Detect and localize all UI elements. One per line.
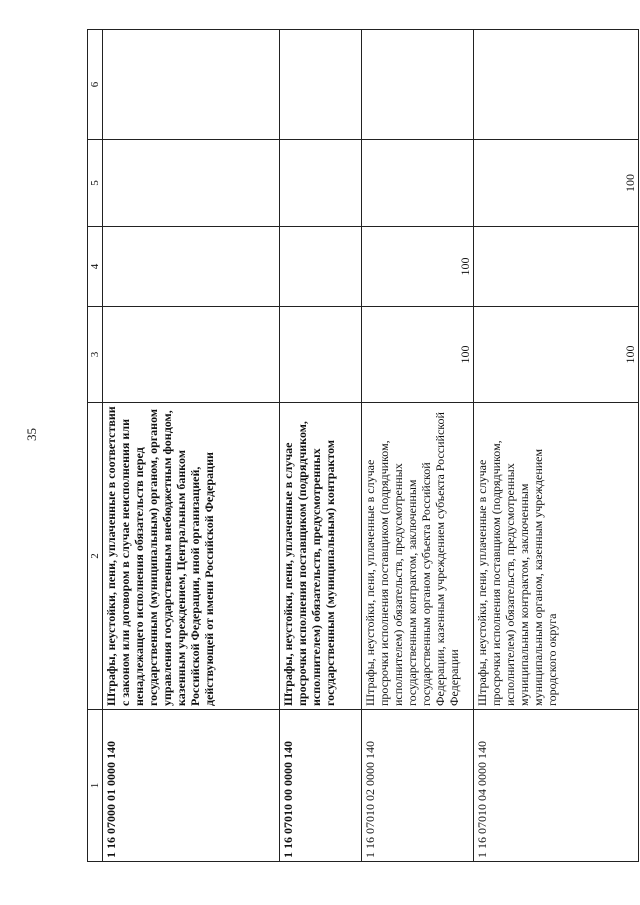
- revenue-table: [87, 29, 639, 862]
- row-name: Штрафы, неустойки, пени, уплаченные в случае просрочки исполнения поставщиком (подрядчиком, исполнителем) обязательств, предусмотренных государственным контрактом, заключенным государственным органом субъекта Российской Федерации, казенным учреждением субъекта Российской Федерации: [362, 403, 474, 710]
- table-row: [362, 30, 474, 862]
- header-row: [88, 30, 103, 862]
- column-header: 2: [88, 403, 103, 710]
- rotated-table-wrapper: [87, 30, 639, 862]
- row-value-col5: 100: [474, 140, 639, 227]
- row-value-col4: [280, 227, 362, 307]
- row-value-col3: [103, 307, 280, 403]
- row-name: Штрафы, неустойки, пени, уплаченные в случае просрочки исполнения поставщиком (подрядчиком, исполнителем) обязательств, предусмотренных государственным (муниципальным) контрактом: [280, 403, 362, 710]
- page-number: 35: [24, 428, 39, 441]
- row-value-col4: 100: [362, 227, 474, 307]
- row-value-col3: 100: [474, 307, 639, 403]
- table-row: [280, 30, 362, 862]
- column-header: 3: [88, 307, 103, 403]
- row-name: Штрафы, неустойки, пени, уплаченные в случае просрочки исполнения поставщиком (подрядчиком, исполнителем) обязательств, предусмотренных муниципальным контрактом, заключенным муниципальным органом, казенным учреждением городского округа: [474, 403, 639, 710]
- column-header: 4: [88, 227, 103, 307]
- row-name: Штрафы, неустойки, пени, уплаченные в соответствии с законом или договором в случае неисполнения или ненадлежащего исполнения обязательств перед государственным (муниципальным) органом, органом управления государственным внебюджетным фондом, казенным учреждением, Центральным банком Российской Федерации, иной организацией, действующей от имени Российской Федерации: [103, 403, 280, 710]
- row-value-col3: [280, 307, 362, 403]
- row-value-col6: [362, 30, 474, 140]
- row-value-col5: [280, 140, 362, 227]
- row-value-col4: [103, 227, 280, 307]
- row-code: 1 16 07010 00 0000 140: [280, 710, 362, 862]
- row-value-col4: [474, 227, 639, 307]
- table-row: [474, 30, 639, 862]
- row-value-col3: 100: [362, 307, 474, 403]
- column-header: 1: [88, 710, 103, 862]
- column-header: 6: [88, 30, 103, 140]
- table-row: [103, 30, 280, 862]
- column-header: 5: [88, 140, 103, 227]
- row-value-col6: [280, 30, 362, 140]
- row-value-col6: [474, 30, 639, 140]
- row-value-col5: [103, 140, 280, 227]
- row-code: 1 16 07000 01 0000 140: [103, 710, 280, 862]
- row-code: 1 16 07010 02 0000 140: [362, 710, 474, 862]
- row-code: 1 16 07010 04 0000 140: [474, 710, 639, 862]
- row-value-col5: [362, 140, 474, 227]
- row-value-col6: [103, 30, 280, 140]
